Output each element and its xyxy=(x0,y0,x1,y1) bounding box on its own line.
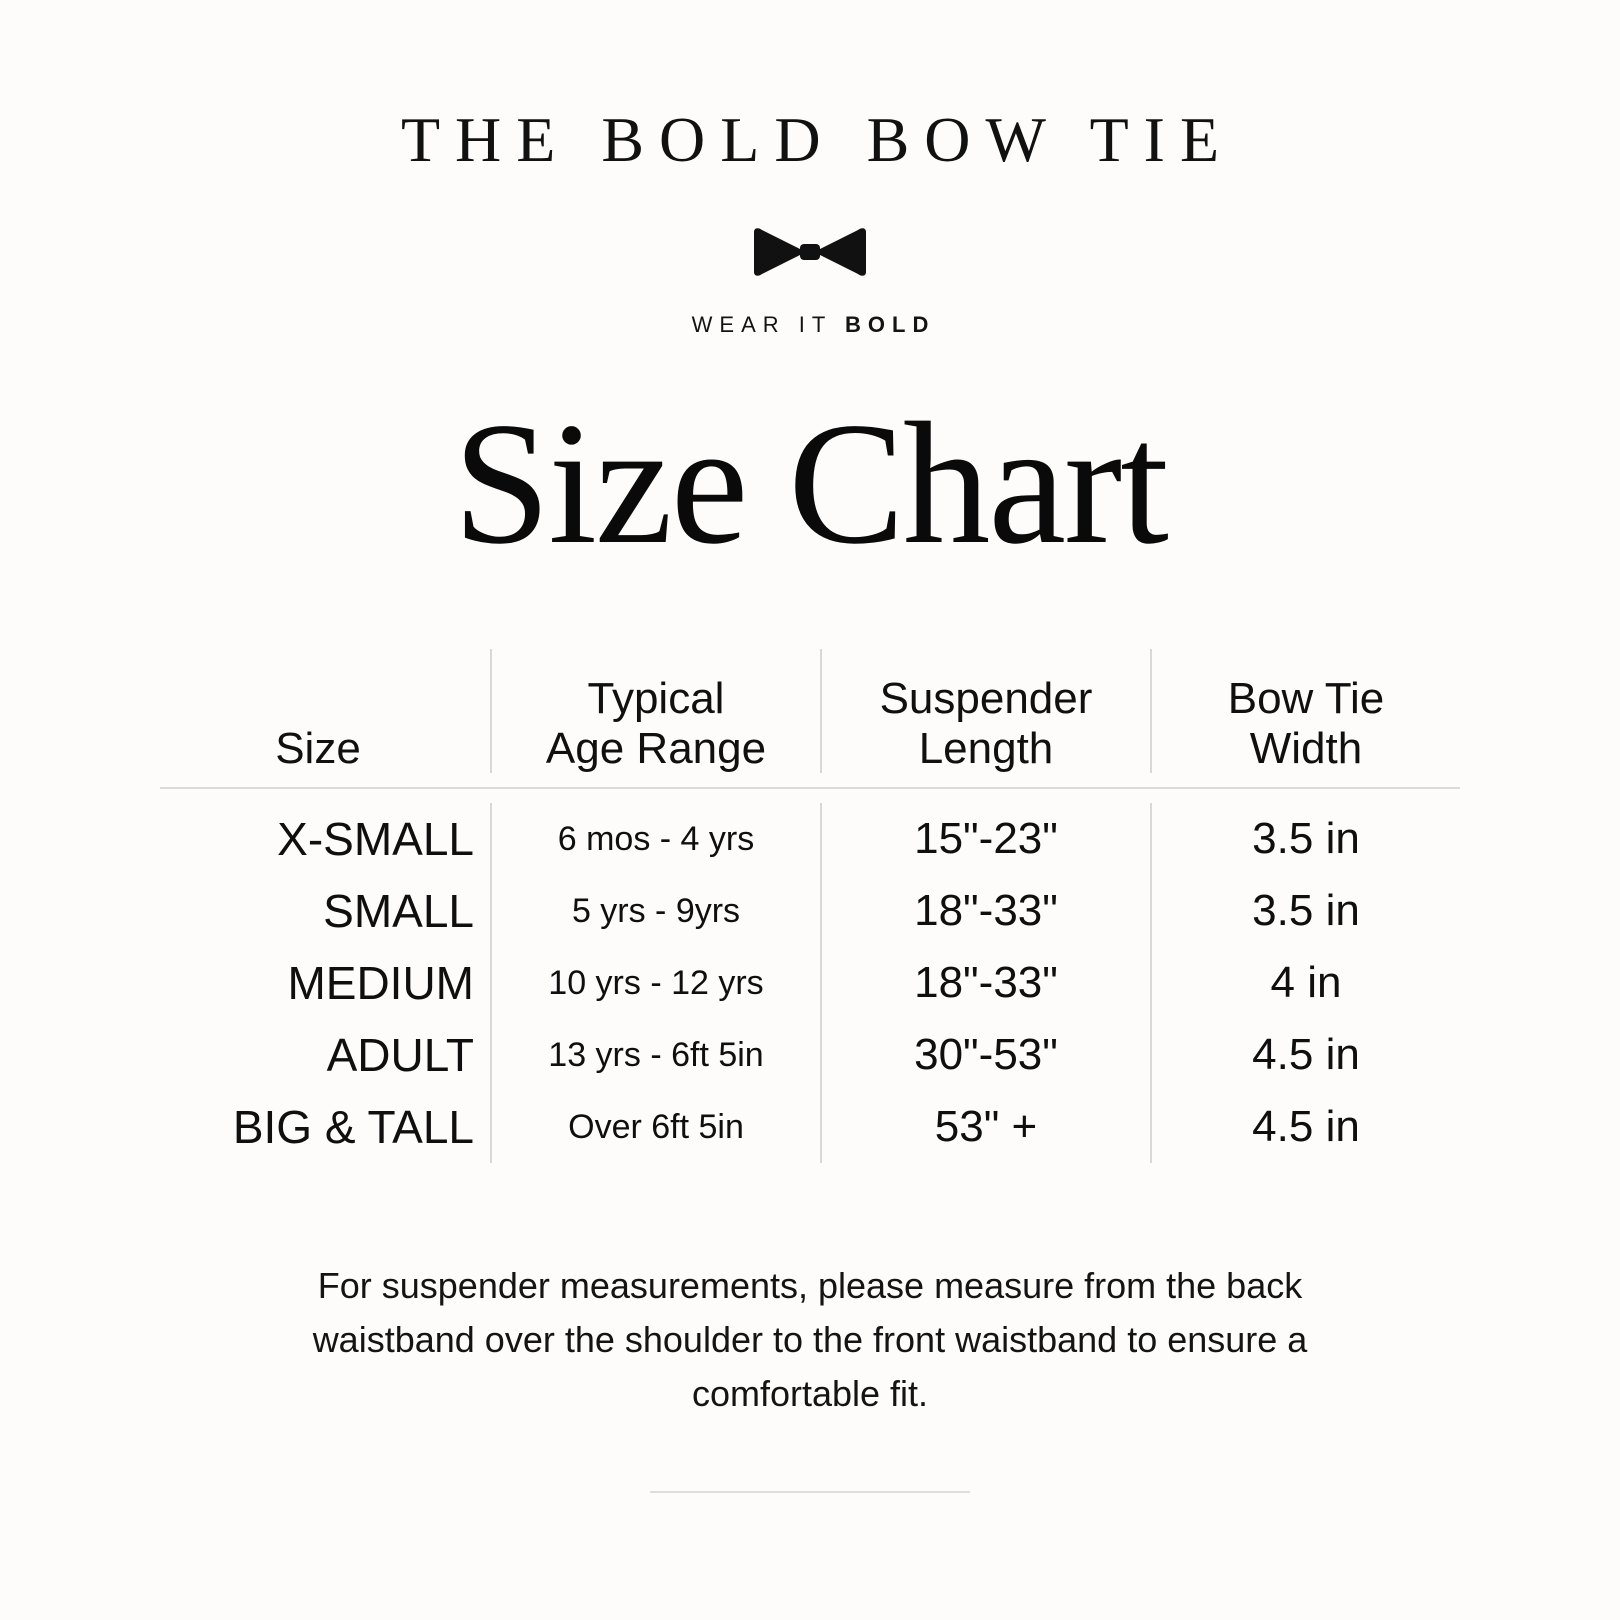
footer-divider xyxy=(650,1491,970,1493)
header-divider xyxy=(160,787,1460,789)
column-header-bow-tie-width xyxy=(1150,649,1460,773)
table-row xyxy=(160,803,1460,875)
table-row xyxy=(160,947,1460,1019)
column-header-age-line1: Typical xyxy=(587,674,725,724)
column-header-age-line2: Age Range xyxy=(545,723,767,773)
brand-tagline xyxy=(685,312,936,338)
cell-age-range: 10 yrs - 12 yrs xyxy=(490,947,820,1019)
column-header-age-range xyxy=(490,649,820,773)
table-row xyxy=(160,1019,1460,1091)
tagline-bold: BOLD xyxy=(845,312,936,337)
cell-age-range: 5 yrs - 9yrs xyxy=(490,875,820,947)
cell-age-range: Over 6ft 5in xyxy=(490,1091,820,1163)
cell-size: X-SMALL xyxy=(277,813,474,865)
table-row xyxy=(160,875,1460,947)
column-header-width-line1: Bow Tie xyxy=(1227,674,1385,724)
measurement-note: For suspender measurements, please measure from the back waistband over the shoulder to the front waistband to ensure a comfortable fit. xyxy=(312,1265,1308,1414)
cell-size: ADULT xyxy=(326,1029,474,1081)
column-header-width-line2: Width xyxy=(1249,723,1363,773)
cell-bow-tie-width: 4 in xyxy=(1150,947,1460,1019)
cell-size: BIG & TALL xyxy=(232,1101,474,1153)
column-header-size xyxy=(160,649,490,773)
cell-suspender-length: 30"-53" xyxy=(820,1019,1150,1091)
cell-suspender-length: 18"-33" xyxy=(820,947,1150,1019)
cell-bow-tie-width: 3.5 in xyxy=(1150,803,1460,875)
cell-size: SMALL xyxy=(323,885,474,937)
table-body xyxy=(160,803,1460,1163)
table-header-row xyxy=(160,649,1460,783)
cell-age-range: 6 mos - 4 yrs xyxy=(490,803,820,875)
cell-bow-tie-width: 4.5 in xyxy=(1150,1019,1460,1091)
page-title: Size Chart xyxy=(453,386,1167,580)
bow-tie-icon xyxy=(750,224,870,280)
cell-size: MEDIUM xyxy=(287,957,474,1009)
column-header-suspender-length xyxy=(820,649,1150,773)
cell-age-range: 13 yrs - 6ft 5in xyxy=(490,1019,820,1091)
column-header-size-label: Size xyxy=(275,723,361,773)
cell-suspender-length: 15"-23" xyxy=(820,803,1150,875)
cell-bow-tie-width: 4.5 in xyxy=(1150,1091,1460,1163)
brand-name: THE BOLD BOW TIE xyxy=(400,104,1235,175)
column-header-susp-line1: Suspender xyxy=(879,674,1093,724)
tagline-prefix: WEAR IT xyxy=(691,312,846,337)
table-row xyxy=(160,1091,1460,1163)
cell-suspender-length: 53" + xyxy=(820,1091,1150,1163)
size-table xyxy=(160,649,1460,1163)
column-header-susp-line2: Length xyxy=(918,723,1054,773)
cell-bow-tie-width: 3.5 in xyxy=(1150,875,1460,947)
cell-suspender-length: 18"-33" xyxy=(820,875,1150,947)
